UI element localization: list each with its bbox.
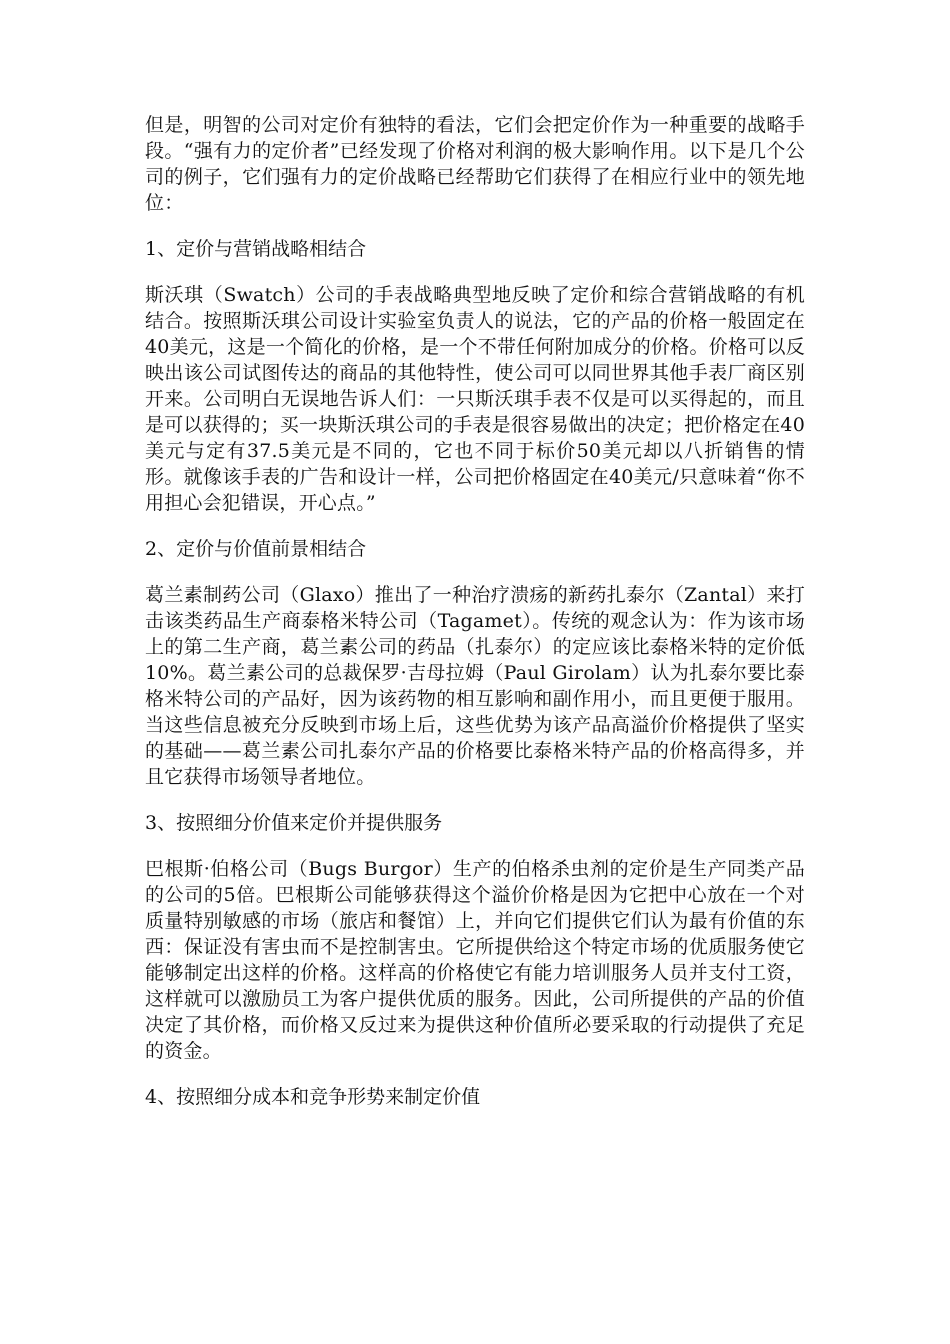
section-heading-2: 2、定价与价值前景相结合 [145,538,367,560]
section-heading-3: 3、按照细分价值来定价并提供服务 [145,812,443,834]
swatch-paragraph: 斯沃琪（Swatch）公司的手表战略典型地反映了定价和综合营销战略的有机结合。按照斯沃琪公司设计实验室负责人的说法，它的产品的价格一般固定在40美元，这是一个简化的价格，是一个不带任何附加成分的价格。价格可以反映出该公司试图传达的商品的其他特性，使公司可以同世界其他手表厂商区别开来。公司明白无误地告诉人们：一只斯沃琪手表不仅是可以买得起的，而且是可以获得的；买一块斯沃琪公司的手表是很容易做出的决定；把价格定在40美元与定有37.5美元是不同的，它也不同于标价50美元却以八折销售的情形。就像该手表的广告和设计一样，公司把价格固定在40美元/只意味着“你不用担心会犯错误，开心点。” [145,284,805,514]
section-heading-1: 1、定价与营销战略相结合 [145,238,367,260]
intro-paragraph: 但是，明智的公司对定价有独特的看法，它们会把定价作为一种重要的战略手段。“强有力的定价者”已经发现了价格对利润的极大影响作用。以下是几个公司的例子，它们强有力的定价战略已经帮助它们获得了在相应行业中的领先地位： [145,114,805,214]
section-heading-4: 4、按照细分成本和竞争形势来制定价值 [145,1086,481,1108]
bugs-burger-paragraph: 巴根斯·伯格公司（Bugs Burgor）生产的伯格杀虫剂的定价是生产同类产品的公司的5倍。巴根斯公司能够获得这个溢价价格是因为它把中心放在一个对质量特别敏感的市场（旅店和餐馆）上，并向它们提供它们认为最有价值的东西：保证没有害虫而不是控制害虫。它所提供给这个特定市场的优质服务使它能够制定出这样的价格。这样高的价格使它有能力培训服务人员并支付工资，这样就可以激励员工为客户提供优质的服务。因此，公司所提供的产品的价值决定了其价格，而价格又反过来为提供这种价值所必要采取的行动提供了充足的资金。 [145,858,805,1062]
document-page [145,112,805,1130]
glaxo-paragraph: 葛兰素制药公司（Glaxo）推出了一种治疗溃疡的新药扎泰尔（Zantal）来打击该类药品生产商泰格米特公司（Tagamet）。传统的观念认为：作为该市场上的第二生产商，葛兰素公司的药品（扎泰尔）的定应该比泰格米特的定价低10%。葛兰素公司的总裁保罗·吉母拉姆（Paul Girolam）认为扎泰尔要比泰格米特公司的产品好，因为该药物的相互影响和副作用小，而且更便于服用。当这些信息被充分反映到市场上后，这些优势为该产品高溢价价格提供了坚实的基础——葛兰素公司扎泰尔产品的价格要比泰格米特产品的价格高得多，并且它获得市场领导者地位。 [145,584,805,788]
